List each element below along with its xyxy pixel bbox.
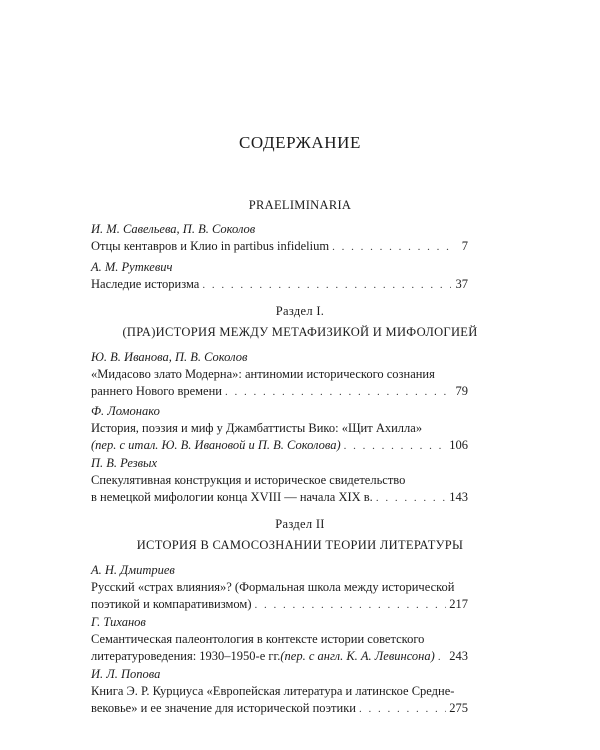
leader-dots [359, 701, 446, 718]
toc-entry[interactable] [91, 455, 468, 507]
toc-entry[interactable] [91, 259, 468, 294]
entry-author: А. М. Руткевич [91, 260, 173, 274]
page-number: 106 [449, 438, 468, 452]
leader-dots [376, 490, 446, 507]
toc-entry[interactable] [91, 614, 468, 666]
leader-dots [438, 649, 446, 666]
entry-author: И. М. Савельева, П. В. Соколов [91, 222, 256, 236]
page-title: СОДЕРЖАНИЕ [238, 133, 362, 152]
entry-title-line: Спекулятивная конструкция и историческое свидетельство [91, 473, 406, 487]
toc-entry[interactable] [91, 221, 468, 256]
entry-author: И. Л. Попова [91, 667, 161, 681]
entry-author: Г. Тиханов [91, 615, 146, 629]
entry-title: литературоведения: 1930–1950-е гг. [91, 649, 281, 663]
leader-dots [202, 277, 451, 294]
entry-title-line: Книга Э. Р. Курциуса «Европейская литература и латинское Средне- [91, 684, 455, 698]
entry-translator: (пер. с англ. К. А. Левинсона) [280, 649, 435, 663]
toc-entry[interactable] [91, 403, 468, 455]
entry-title-row [91, 700, 468, 718]
entry-title-row [91, 489, 468, 507]
page-number: 243 [449, 649, 468, 663]
entry-author: Ю. В. Иванова, П. В. Соколов [91, 350, 248, 364]
entry-author: Ф. Ломонако [91, 404, 160, 418]
entry-title-line: История, поэзия и миф у Джамбаттисты Вико: «Щит Ахилла» [91, 421, 423, 435]
page-number: 143 [449, 490, 468, 504]
entry-title-row [91, 238, 468, 256]
entry-title-row [91, 596, 468, 614]
entry-title-line: Русский «страх влияния»? (Формальная школа между исторической [91, 580, 455, 594]
leader-dots [332, 239, 451, 256]
entry-author: А. Н. Дмитриев [91, 563, 175, 577]
page-number: 217 [449, 597, 468, 611]
entry-title: в немецкой мифологии конца XVIII — начала XIX в. [91, 490, 373, 504]
page-number: 79 [455, 384, 468, 398]
entry-title: Отцы кентавров и Клио in partibus infidelium [91, 239, 330, 253]
entry-title-line: Семантическая палеонтология в контексте истории советского [91, 632, 425, 646]
entry-title-row [91, 437, 468, 455]
section-label-2: Раздел II [275, 517, 325, 531]
section-title-2: ИСТОРИЯ В САМОСОЗНАНИИ ТЕОРИИ ЛИТЕРАТУРЫ [136, 538, 464, 552]
toc-entry[interactable] [91, 562, 468, 614]
leader-dots [225, 384, 451, 401]
page-number: 37 [455, 277, 468, 291]
toc-entry[interactable] [91, 666, 468, 718]
entry-title: Наследие историзма [91, 277, 200, 291]
leader-dots [255, 597, 447, 614]
entry-title: вековье» и ее значение для исторической поэтики [91, 701, 356, 715]
entry-title-row [91, 276, 468, 294]
page-number: 7 [461, 239, 468, 253]
entry-title-line: «Мидасово злато Модерна»: антиномии исторического сознания [91, 367, 435, 381]
section-title-praeliminaria: PRAELIMINARIA [248, 198, 352, 212]
entry-title: поэтикой и компаративизмом) [91, 597, 252, 611]
section-title-1: (ПРА)ИСТОРИЯ МЕЖДУ МЕТАФИЗИКОЙ И МИФОЛОГИЕЙ [122, 325, 478, 339]
entry-author: П. В. Резвых [91, 456, 158, 470]
page-number: 275 [449, 701, 468, 715]
toc-entry[interactable] [91, 349, 468, 401]
section-label-1: Раздел I. [275, 304, 325, 318]
entry-translator: (пер. с итал. Ю. В. Ивановой и П. В. Соколова) [91, 438, 341, 452]
entry-title-row [91, 648, 468, 666]
entry-title: раннего Нового времени [91, 384, 222, 398]
leader-dots [344, 438, 447, 455]
entry-title-row [91, 383, 468, 401]
